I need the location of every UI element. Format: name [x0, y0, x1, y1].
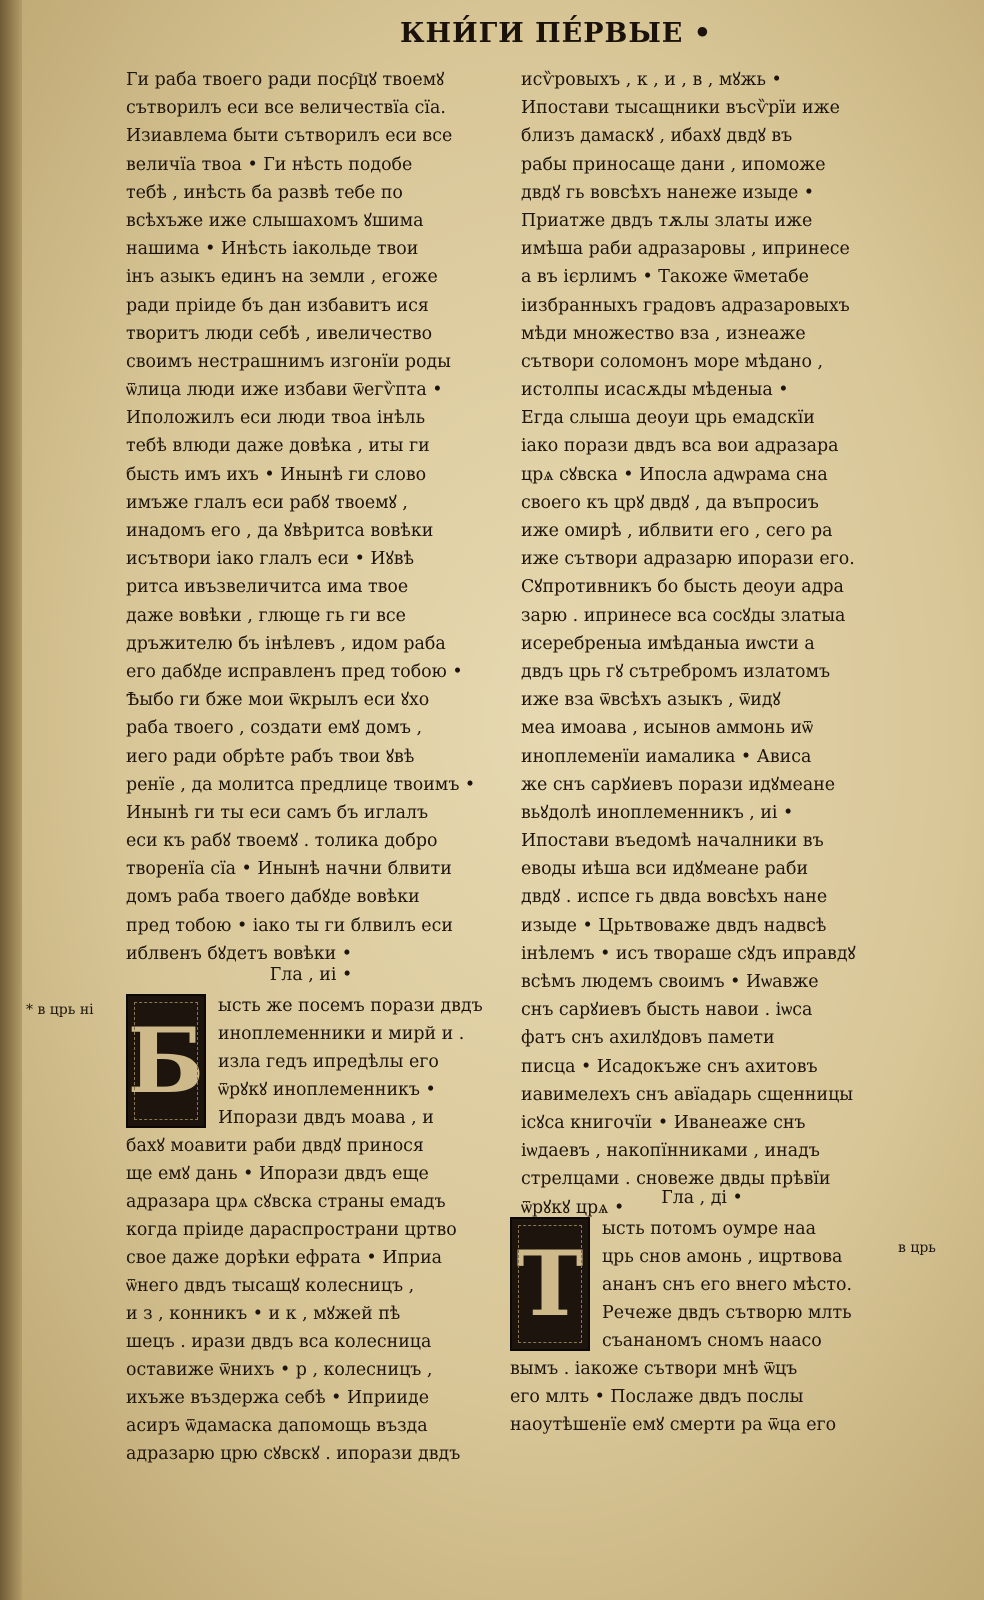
text-line: съананомъ сномъ наасо	[602, 1331, 822, 1351]
text-line: ихъже въздержа себѣ • Иприиде	[126, 1388, 430, 1408]
text-line: тебѣ влюди даже довѣка , иты ги	[126, 436, 430, 457]
text-line: его млть • Послаже двдъ послы	[510, 1387, 804, 1407]
text-line: имѣша раби адразаровы , ипринесе	[521, 239, 850, 260]
text-line: изла гедъ ипредѣлы его	[218, 1052, 439, 1072]
text-line: свое даже дорѣки ефрата • Иприа	[126, 1248, 443, 1268]
text-line: когда пріиде дараспространи цртво	[126, 1220, 457, 1240]
text-line: Ипостави въедомѣ началники въ	[521, 831, 824, 852]
text-line: адразарю црю сꙋвскꙋ . ипорази двдъ	[126, 1444, 461, 1464]
text-line: вьꙋдолѣ иноплеменникъ , иі •	[521, 802, 794, 823]
text-line: исѷровыхъ , к , и , в , мꙋжь •	[521, 70, 782, 90]
text-line: ѿнего двдъ тысащꙋ колесницъ ,	[126, 1276, 415, 1296]
text-line: стрелцами . сновеже двды прѣвїи	[521, 1169, 831, 1190]
text-line: Ги раба твоего ради поср҇цꙋ твоемꙋ	[126, 70, 445, 90]
text-line: сътвори соломонъ море мѣдано ,	[521, 351, 824, 372]
text-line: иблвенъ бꙋдетъ вовѣки •	[126, 943, 352, 964]
text-line: иже омирѣ , иблвити его , сего ра	[521, 521, 833, 541]
text-line: и з , конникъ • и к , мꙋжей пѣ	[126, 1304, 401, 1324]
text-line: црѧ сꙋвска • Ипосла адѡрама сна	[521, 464, 828, 485]
text-line: же снъ сарꙋиевъ порази идꙋмеане	[521, 774, 836, 795]
text-line: ысть же посемъ порази двдъ	[218, 996, 483, 1016]
chapter-heading: Гла , ді •	[661, 1188, 743, 1208]
text-line: раба твоего , создати емꙋ домъ ,	[126, 718, 423, 739]
decorated-initial-letter: Б	[126, 994, 206, 1128]
text-line: фатъ снъ ахилꙋдовъ памети	[521, 1028, 775, 1049]
text-line: Приатже двдъ тѫлы златы иже	[521, 210, 813, 231]
text-line: іѡдаевъ , накопїнниками , инадъ	[521, 1141, 820, 1162]
text-line: иже вза ѿвсѣхъ азыкъ , ѿидꙋ	[521, 690, 781, 711]
text-line: рабы приносаще дани , ипоможе	[521, 154, 826, 175]
text-line: іако порази двдъ вса вои адразара	[521, 436, 839, 457]
chapter-text	[126, 1132, 496, 1468]
text-line: еси къ рабꙋ твоемꙋ . толика добро	[126, 831, 438, 852]
text-line: тебѣ , инѣсть ба развѣ тебе по	[126, 182, 403, 203]
text-line: шецъ . ирази двдъ вса колесница	[126, 1332, 432, 1352]
margin-note-right: в црь	[898, 1240, 936, 1256]
text-line: двдꙋ гь вовсѣхъ нанеже изыде •	[521, 182, 815, 203]
left-column-text	[126, 66, 496, 968]
text-line: домъ раба твоего дабꙋде вовѣки	[126, 887, 420, 908]
text-line: творитъ люди себѣ , ивеличество	[126, 323, 433, 344]
chapter-heading: Гла , иі •	[269, 965, 353, 985]
text-line: двдꙋ . испсе гь двда вовсѣхъ нане	[521, 887, 828, 908]
text-line: всѣмъ людемъ своимъ • Иѡавже	[521, 972, 819, 992]
text-line: иноплеменники и мирй и .	[218, 1024, 465, 1044]
right-chapter-section	[510, 1185, 894, 1439]
text-line: іизбранныхъ градовъ адразаровыхъ	[521, 295, 850, 316]
text-line: Ипостави тысащники въсѷрїи иже	[521, 98, 840, 119]
left-chapter-section	[126, 962, 496, 1468]
text-line: своимъ нестрашнимъ изгонїи роды	[126, 351, 452, 372]
text-line: ѿрꙋкꙋ црѧ •	[521, 1197, 625, 1218]
text-line: црь снов амонь , ицртвова	[602, 1247, 843, 1267]
text-line: зарю . ипринесе вса сосꙋды златыа	[521, 605, 846, 626]
text-line: ренїе , да молитса предлице твоимъ •	[126, 774, 476, 795]
text-line: его дабꙋде исправленъ пред тобою •	[126, 661, 463, 682]
text-line: истолпы исасѫды мѣденыа •	[521, 380, 789, 401]
text-line: мѣди множество вза , изнеаже	[521, 323, 806, 344]
text-line: інѣлемъ • исъ твораше сꙋдъ иправдꙋ	[521, 943, 856, 964]
text-line: меа имоава , исынов аммонь иѿ	[521, 718, 814, 739]
text-line: ще емꙋ дань • Ипорази двдъ еще	[126, 1164, 429, 1184]
decorated-initial-letter: Т	[510, 1217, 590, 1351]
text-line: дръжителю бъ інѣлевъ , идом раба	[126, 633, 446, 654]
text-line: адразара црѧ сꙋвска страны емадъ	[126, 1192, 446, 1212]
text-line: иже сътвори адразарю ипорази его.	[521, 549, 855, 570]
text-line: наоутѣшенїе емꙋ смерти ра ѿца его	[510, 1415, 837, 1435]
text-line: исеребреныа имѣданыа иѡсти а	[521, 633, 815, 654]
text-line: сътворилъ еси все величествїа сїа.	[126, 98, 446, 119]
text-line: бахꙋ моавити раби двдꙋ принося	[126, 1136, 424, 1156]
margin-note-left: * в црь ні	[26, 1002, 94, 1018]
text-line: творенїа сїа • Инынѣ начни блвити	[126, 859, 452, 880]
text-line: величїа твоа • Ги нѣсть подобе	[126, 154, 413, 175]
running-header: КНИ́ГИ ПЕ́РВЫЕ •	[400, 18, 713, 49]
text-line: Сꙋпротивникъ бо бысть деоуи адра	[521, 577, 844, 598]
text-line: асиръ ѿдамаска дапомощь възда	[126, 1416, 428, 1436]
text-line: ісꙋса книгочїи • Иванеаже снъ	[521, 1112, 806, 1133]
text-line: оставиже ѿнихъ • р , колесницъ ,	[126, 1360, 433, 1380]
text-line: Инынѣ ги ты еси самъ бъ иглалъ	[126, 802, 429, 823]
text-line: своего къ црꙋ двдꙋ , да въпросиъ	[521, 492, 819, 513]
text-line: ѿлица люди иже избави ѿегѷпта •	[126, 380, 443, 401]
text-line: Ѣыбо ги бже мои ѿкрылъ еси ꙋхо	[126, 690, 430, 711]
text-line: еводы иѣша вси идꙋмеане раби	[521, 859, 809, 880]
text-line: иавимелехъ снъ авїадарь сщенницы	[521, 1084, 854, 1105]
right-column-text	[521, 66, 893, 1222]
text-line: Егда слыша деоуи црь емадскїи	[521, 408, 815, 429]
text-line: інъ азыкъ единъ на земли , егоже	[126, 267, 438, 288]
text-line: Ипорази двдъ моава , и	[218, 1108, 434, 1128]
text-line: двдъ црь гꙋ сътребромъ излатомъ	[521, 661, 831, 682]
text-line: нашима • Инѣсть іакольде твои	[126, 239, 419, 260]
text-line: ысть потомъ оумре наа	[602, 1219, 816, 1239]
text-line: ананъ снъ его внего мѣсто.	[602, 1275, 852, 1295]
text-line: близъ дамаскꙋ , ибахꙋ двдꙋ въ	[521, 126, 793, 147]
text-line: исътвори іако глалъ еси • Иꙋвѣ	[126, 549, 415, 570]
text-line: снъ сарꙋиевъ бысть навои . іѡса	[521, 1000, 813, 1021]
text-line: Изиавлема быти сътворилъ еси все	[126, 126, 453, 147]
text-line: даже вовѣки , глюще гь ги все	[126, 605, 406, 626]
text-line: пред тобою • іако ты ги блвилъ еси	[126, 915, 453, 936]
text-line: инадомъ его , да ꙋвѣритса вовѣки	[126, 521, 434, 541]
text-line: всѣхъже иже слышахомъ ꙋшима	[126, 210, 424, 231]
text-line: иего ради обрѣте рабъ твои ꙋвѣ	[126, 746, 415, 767]
text-line: изыде • Црьтвоваже двдъ надвсѣ	[521, 915, 827, 936]
text-line: ѿрꙋкꙋ иноплеменникъ •	[218, 1080, 436, 1100]
text-line: Речеже двдъ сътворю млть	[602, 1303, 852, 1323]
chapter-text	[510, 1355, 894, 1439]
text-line: писца • Исадокъже снъ ахитовъ	[521, 1056, 818, 1077]
text-line: вымъ . іакоже сътвори мнѣ ѿцъ	[510, 1359, 798, 1379]
text-line: иноплеменїи иамалика • Ависа	[521, 746, 812, 767]
text-line: ради пріиде бъ дан избавитъ ися	[126, 295, 429, 316]
text-line: имъже глалъ еси рабꙋ твоемꙋ ,	[126, 492, 408, 513]
text-line: ритса ивъзвеличитса има твое	[126, 577, 409, 598]
text-line: Иположилъ еси люди твоа інѣль	[126, 408, 426, 429]
text-line: а въ ієрлимъ • Такоже ѿметабе	[521, 267, 809, 288]
text-line: бысть имъ ихъ • Инынѣ ги слово	[126, 464, 427, 485]
